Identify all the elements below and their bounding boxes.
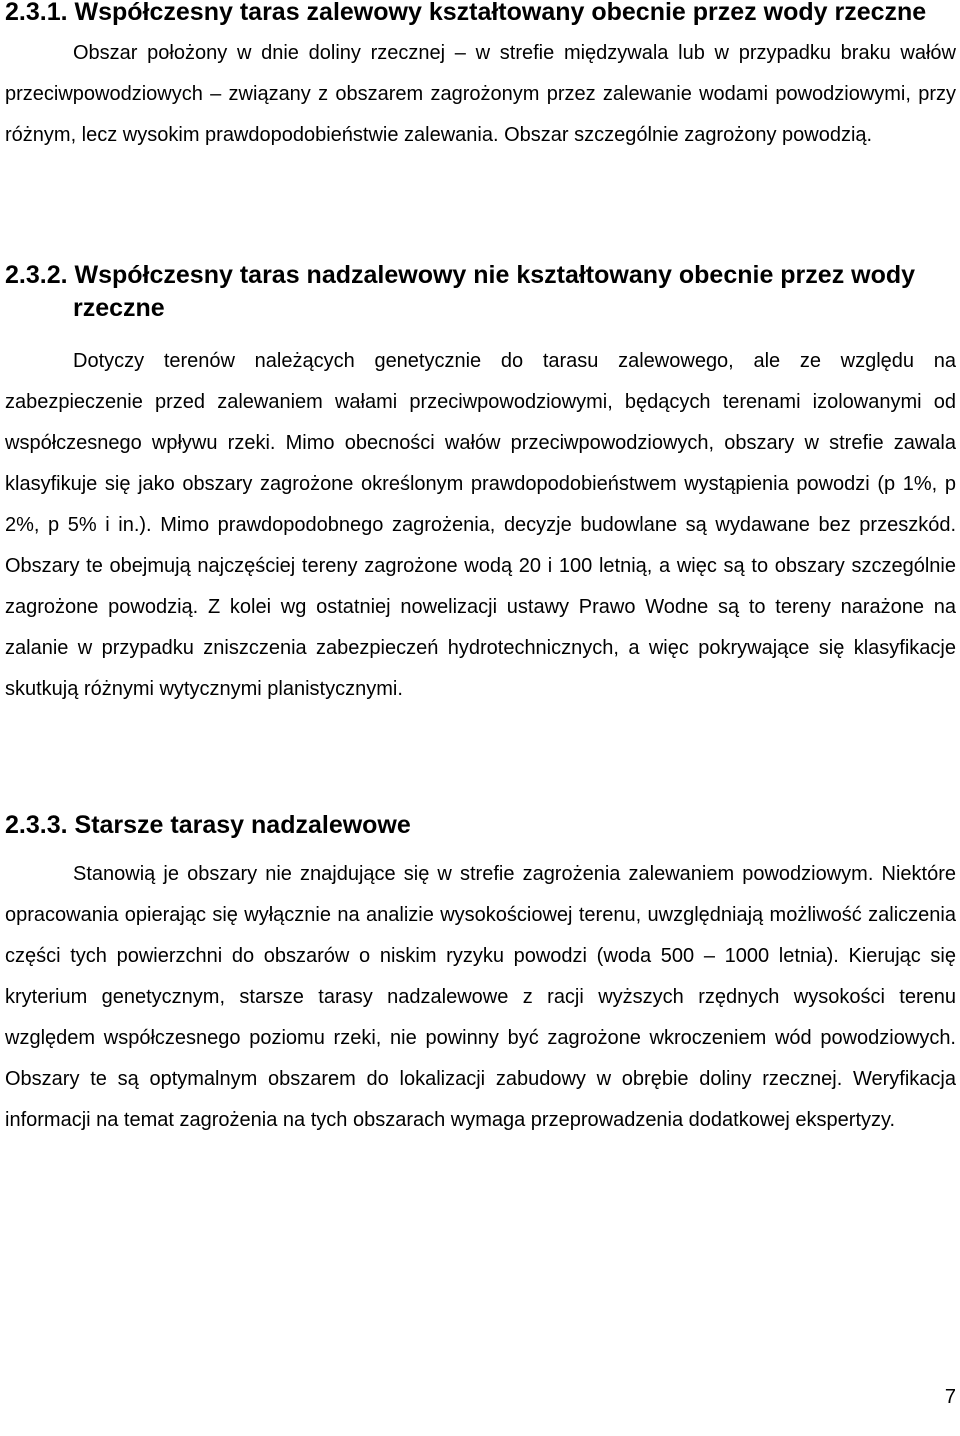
section-2-3-2 [5,259,956,710]
section-heading [5,809,956,842]
section-title: Współczesny taras zalewowy kształtowany obecnie przez wody rzeczne [74,0,927,26]
section-2-3-1 [5,0,956,156]
section-title: Starsze tarasy nadzalewowe [74,811,411,839]
section-body: Dotyczy terenów należących genetycznie do tarasu zalewowego, ale ze względu na zabezpieczenie przed zalewaniem wałami przeciwpowodziowymi, będących terenami izolowanymi od współczesnego wpływu rzeki. Mimo obecności wałów przeciwpowodziowych, obszary w strefie zawala klasyfikuje się jako obszary zagrożone określonym prawdopodobieństwem wystąpienia powodzi (p 1%, p 2%, p 5% i in.). Mimo prawdopodobnego zagrożenia, decyzje budowlane są wydawane bez przeszkód. Obszary te obejmują najczęściej tereny zagrożone wodą 20 i 100 letnią, a więc są to obszary szczególnie zagrożone powodzią. Z kolei wg ostatniej nowelizacji ustawy Prawo Wodne są to tereny narażone na zalanie w przypadku zniszczenia zabezpieczeń hydrotechnicznych, a więc pokrywające się klasyfikacje skutkują różnymi wytycznymi planistycznymi. [5,350,956,700]
section-title: Współczesny taras nadzalewowy nie kształtowany obecnie przez wody rzeczne [73,261,916,322]
page-number: 7 [944,1386,956,1408]
section-number: 2.3.3. [5,811,68,839]
section-number: 2.3.1. [5,0,68,26]
section-heading [5,259,956,325]
section-body: Obszar położony w dnie doliny rzecznej – w strefie międzywala lub w przypadku braku wałów przeciwpowodziowych – związany z obszarem zagrożonym przez zalewanie wodami powodziowymi, przy różnym, lecz wysokim prawdopodobieństwie zalewania. Obszar szczególnie zagrożony powodzią. [5,42,956,146]
section-heading [5,0,956,29]
section-body: Stanowią je obszary nie znajdujące się w strefie zagrożenia zalewaniem powodziowym. Niektóre opracowania opierając się wyłącznie na analizie wysokościowej terenu, uwzględniają możliwość zaliczenia części tych powierzchni do obszarów o niskim ryzyku powodzi (woda 500 – 1000 letnia). Kierując się kryterium genetycznym, starsze tarasy nadzalewowe z racji wyższych rzędnych wysokości terenu względem współczesnego poziomu rzeki, nie powinny być zagrożone wkroczeniem wód powodziowych. Obszary te są optymalnym obszarem do lokalizacji zabudowy w obrębie doliny rzecznej. Weryfikacja informacji na temat zagrożenia na tych obszarach wymaga przeprowadzenia dodatkowej ekspertyzy. [5,863,956,1131]
section-number: 2.3.2. [5,261,68,289]
section-2-3-3 [5,809,956,1141]
